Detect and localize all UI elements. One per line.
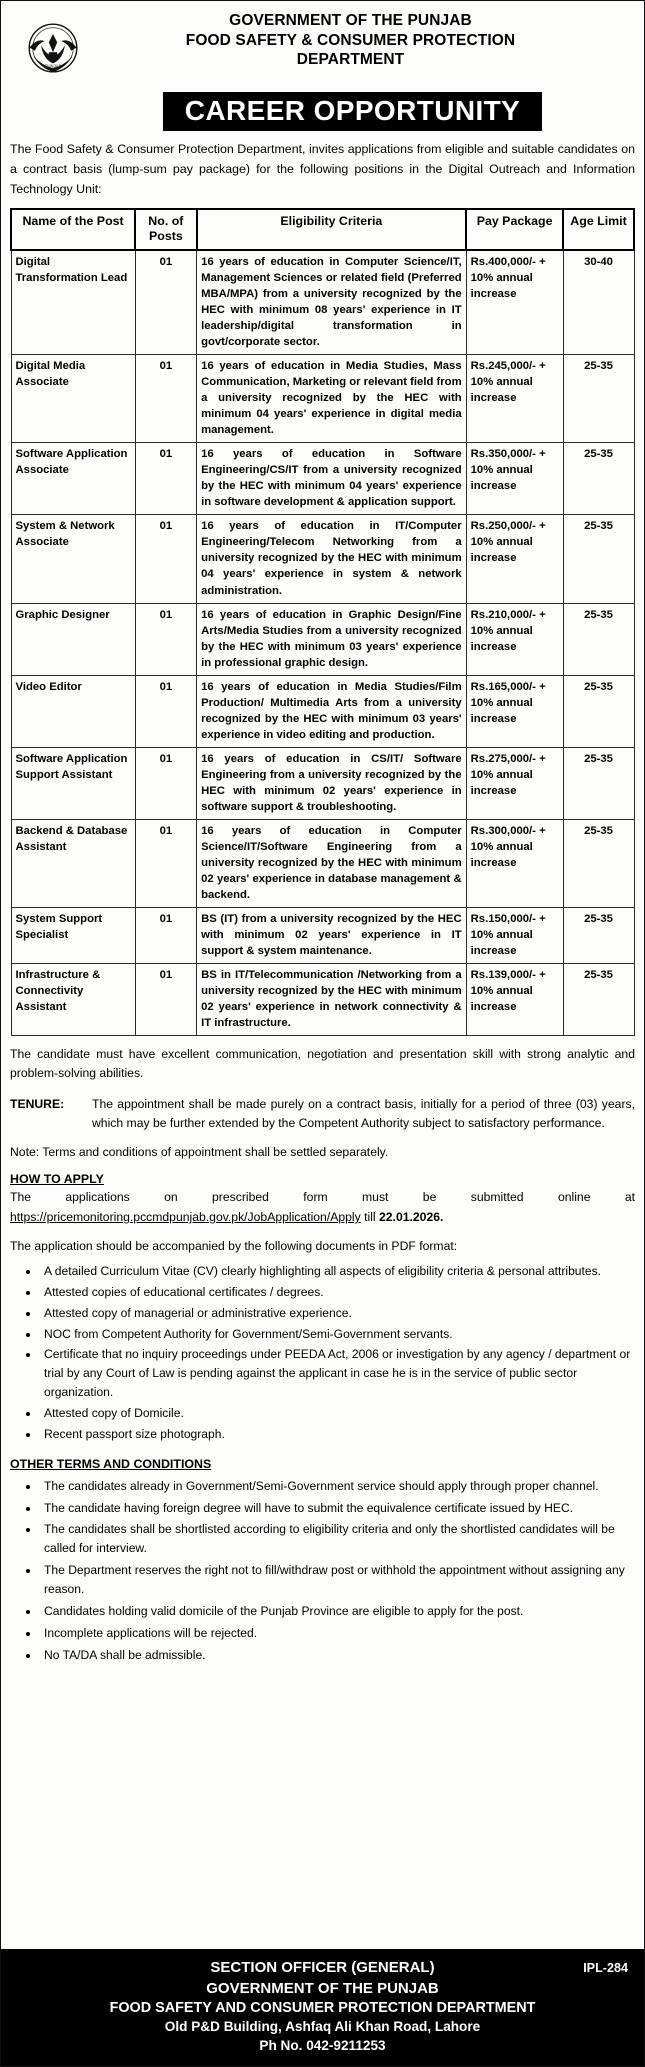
cell-age: 25-35 — [563, 747, 634, 819]
cell-age: 25-35 — [563, 819, 634, 907]
cell-post: Digital Media Associate — [11, 355, 135, 443]
cell-eligibility: BS (IT) from a university recognized by the HEC with minimum 02 years' experience in IT support & system maintenance. — [197, 908, 467, 964]
required-documents-list — [10, 1262, 635, 1444]
list-item: • Incomplete applications will be rejected. — [40, 1624, 635, 1643]
tenure-section — [10, 1095, 635, 1133]
cell-eligibility: 16 years of education in Computer Science/IT, Management Sciences or related field (Preferred MBA/MPA) from a university recognized by the HEC with minimum 08 years' experience in IT leadership/digital transformation in govt/corporate sector. — [197, 250, 467, 355]
documents-lead-paragraph: The application should be accompanied by the following documents in PDF format: — [10, 1238, 458, 1253]
org-line-3: DEPARTMENT — [296, 51, 405, 69]
list-item: • The candidate having foreign degree will have to submit the equivalence certificate issued by HEC. — [40, 1499, 635, 1518]
table-row — [11, 515, 634, 603]
organization-titles — [88, 11, 635, 70]
table-row — [11, 443, 634, 515]
cell-age: 25-35 — [563, 355, 634, 443]
list-item: • NOC from Competent Authority for Government/Semi-Government servants. — [40, 1325, 635, 1344]
career-banner-wrapper — [10, 92, 635, 131]
cell-post: Graphic Designer — [11, 603, 135, 675]
org-line-2: FOOD SAFETY & CONSUMER PROTECTION — [185, 31, 516, 49]
cell-posts: 01 — [135, 908, 196, 964]
table-row — [11, 355, 634, 443]
footer-line-government: GOVERNMENT OF THE PUNJAB — [206, 1979, 439, 1997]
org-line-1: GOVERNMENT OF THE PUNJAB — [229, 12, 472, 29]
table-row — [11, 250, 634, 355]
list-item: • A detailed Curriculum Vitae (CV) clearly highlighting all aspects of eligibility criteria & personal attributes. — [40, 1262, 635, 1281]
skills-paragraph: The candidate must have excellent communication, negotiation and presentation skill with strong analytic and problem-solving abilities. — [10, 1047, 635, 1081]
how-to-apply-paragraph — [10, 1188, 635, 1228]
list-item: • Attested copies of educational certificates / degrees. — [40, 1283, 635, 1302]
table-row — [11, 908, 634, 964]
masthead — [10, 7, 635, 85]
footer-line-department: FOOD SAFETY AND CONSUMER PROTECTION DEPARTMENT — [109, 1999, 536, 2016]
cell-pay: Rs.275,000/- + 10% annual increase — [466, 747, 563, 819]
cell-posts: 01 — [135, 819, 196, 907]
list-item: • Recent passport size photograph. — [40, 1425, 635, 1444]
cell-post: Digital Transformation Lead — [11, 250, 135, 355]
cell-post: System Support Specialist — [11, 908, 135, 964]
cell-pay: Rs.245,000/- + 10% annual increase — [466, 355, 563, 443]
table-row — [11, 603, 634, 675]
application-deadline: 22.01.2026. — [379, 1210, 444, 1225]
cell-posts: 01 — [135, 250, 196, 355]
footer-block — [1, 1949, 644, 2066]
career-opportunity-banner: CAREER OPPORTUNITY — [163, 92, 542, 131]
cell-post: Infrastructure & Connectivity Assistant — [11, 964, 135, 1036]
footer-line-address: Old P&D Building, Ashfaq Ali Khan Road, Lahore — [164, 2019, 481, 2035]
government-crest-icon — [18, 13, 88, 83]
table-row — [11, 747, 634, 819]
cell-post: Video Editor — [11, 675, 135, 747]
cell-post: System & Network Associate — [11, 515, 135, 603]
cell-posts: 01 — [135, 603, 196, 675]
table-row — [11, 675, 634, 747]
cell-age: 25-35 — [563, 443, 634, 515]
list-item: • Attested copy of Domicile. — [40, 1404, 635, 1423]
cell-posts: 01 — [135, 515, 196, 603]
cell-eligibility: 16 years of education in IT/Computer Engineering/Telecom Networking from a university recognized by the HEC with minimum 04 years' experience in system & network administration. — [197, 515, 467, 603]
column-header-post: Name of the Post — [11, 209, 135, 250]
svg-text:PUNJAB: PUNJAB — [44, 63, 62, 69]
how-to-apply-heading: HOW TO APPLY — [10, 1172, 104, 1187]
cell-pay: Rs.250,000/- + 10% annual increase — [466, 515, 563, 603]
cell-eligibility: 16 years of education in Graphic Design/Fine Arts/Media Studies from a university recognized by the HEC with minimum 03 years' experience in professional graphic design. — [197, 603, 467, 675]
positions-table — [10, 208, 635, 1036]
page-content — [1, 1, 644, 1664]
apply-lead-text: The applications on prescribed form must be submitted online at — [10, 1190, 635, 1205]
cell-eligibility: 16 years of education in Computer Science/IT/Software Engineering from a university recognized by the HEC with minimum 02 years' experience in database management & backend. — [197, 819, 467, 907]
table-row — [11, 964, 634, 1036]
cell-post: Software Application Associate — [11, 443, 135, 515]
intro-paragraph: The Food Safety & Consumer Protection Department, invites applications from eligible and suitable candidates on a contract basis (lump-sum pay package) for the following positions in the Digital Outreach and Information Technology Unit: — [10, 142, 635, 196]
cell-eligibility: 16 years of education in CS/IT/ Software Engineering from a university recognized by the HEC with minimum 02 years' experience in software support & troubleshooting. — [197, 747, 467, 819]
cell-pay: Rs.300,000/- + 10% annual increase — [466, 819, 563, 907]
cell-eligibility: 16 years of education in Media Studies/Film Production/ Multimedia Arts from a university recognized by the HEC with minimum 03 years' experience in video editing and production. — [197, 675, 467, 747]
column-header-eligibility: Eligibility Criteria — [197, 209, 467, 250]
cell-posts: 01 — [135, 964, 196, 1036]
cell-eligibility: 16 years of education in Software Engineering/CS/IT from a university recognized by the HEC with minimum 04 years' experience in software development & application support. — [197, 443, 467, 515]
cell-age: 25-35 — [563, 675, 634, 747]
tenure-label: TENURE: — [10, 1097, 65, 1112]
apply-till-text: till — [364, 1210, 376, 1225]
list-item: • The candidates shall be shortlisted according to eligibility criteria and only the shortlisted candidates will be called for interview. — [40, 1520, 635, 1558]
cell-pay: Rs.165,000/- + 10% annual increase — [466, 675, 563, 747]
table-row — [11, 819, 634, 907]
application-url-link[interactable]: https://pricemonitoring.pccmdpunjab.gov.pk/JobApplication/Apply — [10, 1210, 361, 1225]
cell-eligibility: BS in IT/Telecommunication /Networking from a university recognized by the HEC with minimum 02 years' experience in network connectivity & IT infrastructure. — [197, 964, 467, 1036]
cell-posts: 01 — [135, 747, 196, 819]
list-item: • No TA/DA shall be admissible. — [40, 1646, 635, 1665]
list-item: • Attested copy of managerial or administrative experience. — [40, 1304, 635, 1323]
positions-table-body — [11, 250, 634, 1036]
cell-posts: 01 — [135, 443, 196, 515]
column-header-age-limit: Age Limit — [563, 209, 634, 250]
cell-pay: Rs.400,000/- + 10% annual increase — [466, 250, 563, 355]
list-item: • The Department reserves the right not to fill/withdraw post or withhold the appointment without assigning any reason. — [40, 1561, 635, 1599]
list-item: • The candidates already in Government/Semi-Government service should apply through proper channel. — [40, 1477, 635, 1496]
column-header-no-of-posts: No. of Posts — [135, 209, 196, 250]
cell-age: 25-35 — [563, 908, 634, 964]
cell-age: 30-40 — [563, 250, 634, 355]
cell-post: Backend & Database Assistant — [11, 819, 135, 907]
cell-age: 25-35 — [563, 964, 634, 1036]
cell-post: Software Application Support Assistant — [11, 747, 135, 819]
table-header-row — [11, 209, 634, 250]
footer-inner — [11, 1958, 634, 2055]
list-item: • Candidates holding valid domicile of the Punjab Province are eligible to apply for the post. — [40, 1602, 635, 1621]
cell-pay: Rs.350,000/- + 10% annual increase — [466, 443, 563, 515]
cell-pay: Rs.139,000/- + 10% annual increase — [466, 964, 563, 1036]
other-terms-list — [10, 1477, 635, 1665]
footer-line-phone: Ph No. 042-9211253 — [259, 2037, 386, 2053]
cell-pay: Rs.210,000/- + 10% annual increase — [466, 603, 563, 675]
advertisement-reference-number: IPL-284 — [583, 1961, 628, 1976]
tenure-text: The appointment shall be made purely on a contract basis, initially for a period of three (03) years, which may be further extended by the Competent Authority subject to satisfactory performance. — [92, 1097, 635, 1131]
cell-age: 25-35 — [563, 515, 634, 603]
other-terms-heading: OTHER TERMS AND CONDITIONS — [10, 1456, 212, 1471]
list-item: • Certificate that no inquiry proceedings under PEEDA Act, 2006 or investigation by any agency / department or trial by any Court of Law is pending against the applicant in case he is in the service of public sector organization. — [40, 1345, 635, 1402]
footer-line-section-officer: SECTION OFFICER (GENERAL) — [210, 1959, 435, 1977]
cell-posts: 01 — [135, 355, 196, 443]
cell-posts: 01 — [135, 675, 196, 747]
cell-pay: Rs.150,000/- + 10% annual increase — [466, 908, 563, 964]
note-text: Note: Terms and conditions of appointment shall be settled separately. — [10, 1145, 389, 1160]
cell-eligibility: 16 years of education in Media Studies, Mass Communication, Marketing or relevant field from a university recognized by the HEC with minimum 04 years' experience in digital media management. — [197, 355, 467, 443]
column-header-pay-package: Pay Package — [466, 209, 563, 250]
cell-age: 25-35 — [563, 603, 634, 675]
